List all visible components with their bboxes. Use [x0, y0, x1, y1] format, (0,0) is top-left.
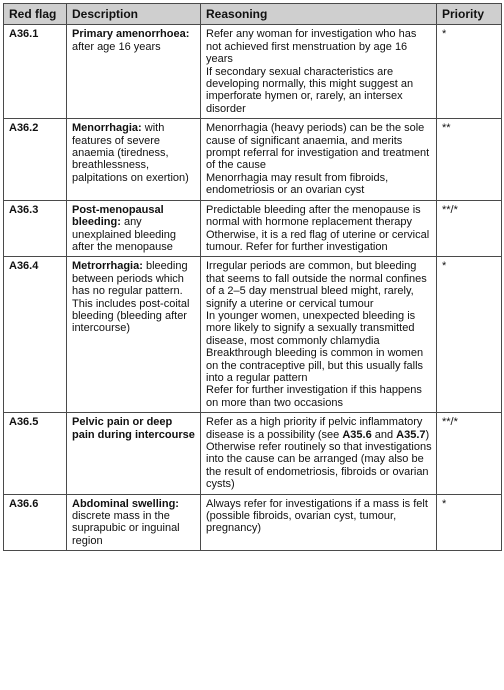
description-text: any unexplained bleeding after the menopause [72, 216, 176, 253]
reasoning-paragraph: If secondary sexual characteristics are developing normally, this might suggest an imperforate hymen or, rarely, an intersex disorder [206, 65, 414, 115]
header-priority: Priority [437, 4, 502, 25]
description-cell [67, 257, 201, 413]
description-text: discrete mass in the suprapubic or inguinal region [72, 510, 180, 547]
priority-cell: **/* [437, 413, 502, 494]
reasoning-paragraph: Irregular periods are common, but bleeding that seems to fall outside the normal confines of a 2–5 day menstrual bleed might, rarely, signify a uterine or cervical tumour [206, 260, 427, 310]
priority-cell: ** [437, 119, 502, 200]
red-flag-code: A36.6 [4, 494, 67, 551]
description-text: bleeding between periods which has no regular pattern. This includes post-coital bleeding (bleeding after intercourse) [72, 260, 190, 335]
description-cell [67, 413, 201, 494]
priority-cell: * [437, 257, 502, 413]
description-title: Primary amenorrhoea: [72, 28, 190, 41]
reasoning-text: Refer as a high priority if pelvic inflammatory disease is a possibility (see [206, 416, 423, 441]
description-title: Abdominal swelling: [72, 497, 179, 510]
header-red-flag: Red flag [4, 4, 67, 25]
description-title: Pelvic pain or deep pain during intercourse [72, 416, 195, 441]
red-flag-code: A36.4 [4, 257, 67, 413]
reasoning-cell [201, 25, 437, 119]
priority-cell: * [437, 494, 502, 551]
reasoning-paragraph: Breakthrough bleeding is common in women on the contraceptive pill, but this usually falls into a regular pattern [206, 347, 424, 384]
description-cell [67, 119, 201, 200]
reasoning-cell [201, 200, 437, 257]
description-cell [67, 200, 201, 257]
table-header [4, 4, 502, 25]
reasoning-paragraph: Otherwise, it is a red flag of uterine or cervical tumour. Refer for further investigation [206, 228, 430, 253]
reasoning-paragraph [206, 416, 432, 441]
description-cell [67, 494, 201, 551]
priority-cell: **/* [437, 200, 502, 257]
header-row [4, 4, 502, 25]
description-title: Menorrhagia: [72, 122, 142, 135]
red-flag-code: A36.1 [4, 25, 67, 119]
red-flag-code: A36.3 [4, 200, 67, 257]
description-cell [67, 25, 201, 119]
reasoning-paragraph: Predictable bleeding after the menopause is normal with hormone replacement therapy [206, 203, 421, 229]
reasoning-paragraph: Menorrhagia (heavy periods) can be the sole cause of significant anaemia, and merits prompt referral for investigation and treatment of the cause [206, 122, 430, 172]
table-row [4, 25, 502, 119]
reasoning-paragraph: Menorrhagia may result from fibroids, endometriosis or an ovarian cyst [206, 171, 389, 197]
reasoning-cell [201, 494, 437, 551]
description-title: Post-menopausal bleeding: [72, 203, 164, 229]
cross-reference: A35.6 [342, 428, 372, 441]
red-flag-code: A36.5 [4, 413, 67, 494]
reasoning-text: ) [425, 428, 430, 441]
red-flag-code: A36.2 [4, 119, 67, 200]
header-description: Description [67, 4, 201, 25]
table-body [4, 25, 502, 551]
reasoning-paragraph: In younger women, unexpected bleeding is more likely to signify a sexually transmitted disease, most commonly chlamydia [206, 309, 416, 347]
red-flags-table [3, 3, 502, 551]
reasoning-paragraph: Refer any woman for investigation who has not achieved first menstruation by age 16 years [206, 28, 417, 66]
table-row [4, 494, 502, 551]
reasoning-paragraph: Otherwise refer routinely so that investigations into the cause can be arranged (may also be the result of endometriosis, fibroids or ovarian cysts) [206, 441, 432, 491]
table-row [4, 257, 502, 413]
reasoning-cell [201, 257, 437, 413]
reasoning-text: and [371, 428, 397, 441]
table-row [4, 413, 502, 494]
description-text: after age 16 years [72, 40, 161, 53]
header-reasoning: Reasoning [201, 4, 437, 25]
reasoning-cell [201, 119, 437, 200]
table-row [4, 200, 502, 257]
reasoning-paragraph: Always refer for investigations if a mass is felt (possible fibroids, ovarian cyst, tumour, pregnancy) [206, 497, 428, 535]
reasoning-cell [201, 413, 437, 494]
table-row [4, 119, 502, 200]
description-title: Metrorrhagia: [72, 260, 143, 273]
cross-reference: A35.7 [396, 428, 426, 441]
reasoning-paragraph: Refer for further investigation if this happens on more than two occasions [206, 384, 422, 409]
priority-cell: * [437, 25, 502, 119]
description-text: with features of severe anaemia (tiredness, breathlessness, palpitations on exertion) [72, 122, 189, 184]
